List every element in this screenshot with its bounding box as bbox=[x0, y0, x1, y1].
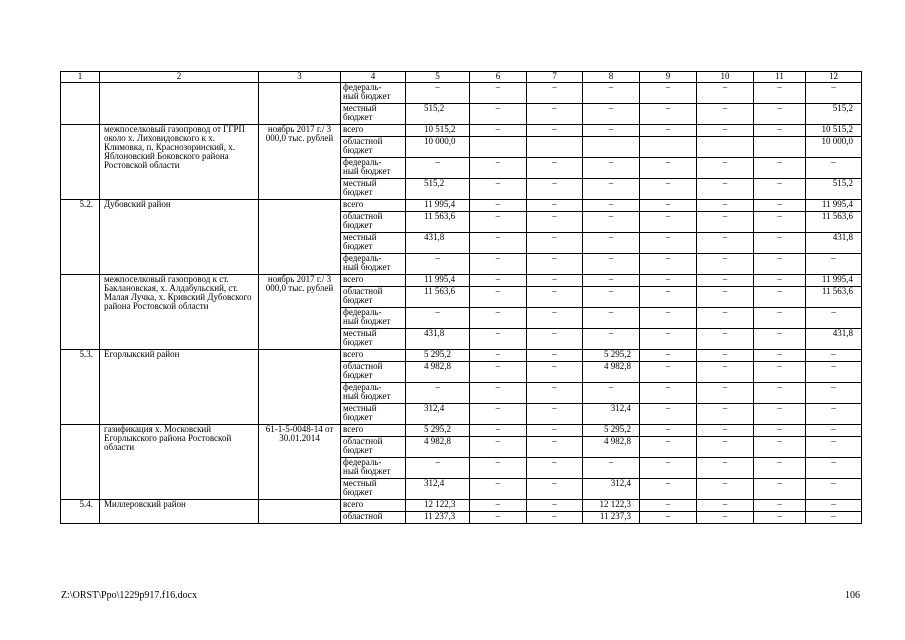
value-cell: – bbox=[697, 425, 754, 437]
value-cell: – bbox=[697, 308, 754, 329]
value-cell: 10 000,0 bbox=[806, 137, 862, 158]
value-cell: – bbox=[640, 404, 697, 425]
value-cell: – bbox=[470, 254, 527, 275]
value-cell: – bbox=[697, 329, 754, 350]
value-cell: – bbox=[583, 104, 640, 125]
value-cell: – bbox=[527, 458, 583, 479]
value-cell: – bbox=[583, 329, 640, 350]
value-cell: 431,8 bbox=[806, 329, 862, 350]
value-cell: – bbox=[697, 362, 754, 383]
value-cell: 515,2 bbox=[806, 104, 862, 125]
term-and-cost bbox=[259, 350, 341, 425]
value-cell: – bbox=[754, 104, 806, 125]
value-cell: – bbox=[806, 350, 862, 362]
value-cell: 11 563,6 bbox=[806, 212, 862, 233]
value-cell: 431,8 bbox=[406, 233, 470, 254]
header-cell: 1 bbox=[61, 72, 100, 83]
value-cell: – bbox=[583, 308, 640, 329]
header-cell: 7 bbox=[527, 72, 583, 83]
value-cell bbox=[697, 137, 754, 158]
term-and-cost bbox=[259, 200, 341, 275]
funding-source: всего bbox=[341, 125, 406, 137]
value-cell: – bbox=[806, 512, 862, 524]
funding-source: федераль- ный бюджет bbox=[341, 254, 406, 275]
value-cell: – bbox=[754, 125, 806, 137]
document-page bbox=[60, 71, 862, 524]
value-cell: – bbox=[527, 254, 583, 275]
value-cell: – bbox=[697, 233, 754, 254]
file-path: Z:\ORST\Ppo\1229p917.f16.docx bbox=[61, 590, 198, 601]
value-cell: – bbox=[527, 437, 583, 458]
header-cell: 6 bbox=[470, 72, 527, 83]
value-cell: 4 982,8 bbox=[583, 437, 640, 458]
value-cell: – bbox=[470, 437, 527, 458]
value-cell: 5 295,2 bbox=[406, 350, 470, 362]
value-cell: – bbox=[754, 362, 806, 383]
value-cell: – bbox=[583, 158, 640, 179]
table-body bbox=[61, 72, 862, 524]
table-row bbox=[61, 500, 862, 512]
value-cell: – bbox=[754, 275, 806, 287]
value-cell: – bbox=[754, 254, 806, 275]
value-cell: – bbox=[406, 83, 470, 104]
value-cell: – bbox=[754, 308, 806, 329]
value-cell: – bbox=[470, 383, 527, 404]
value-cell: 11 237,3 bbox=[583, 512, 640, 524]
value-cell: 431,8 bbox=[406, 329, 470, 350]
value-cell: 11 995,4 bbox=[406, 200, 470, 212]
header-cell: 8 bbox=[583, 72, 640, 83]
value-cell: – bbox=[527, 275, 583, 287]
value-cell: – bbox=[406, 383, 470, 404]
value-cell: – bbox=[527, 425, 583, 437]
funding-source: федераль- ный бюджет bbox=[341, 458, 406, 479]
value-cell: – bbox=[697, 275, 754, 287]
value-cell: 5 295,2 bbox=[583, 425, 640, 437]
value-cell: 11 995,4 bbox=[806, 275, 862, 287]
funding-source: местный бюджет bbox=[341, 329, 406, 350]
value-cell: – bbox=[640, 275, 697, 287]
value-cell: – bbox=[640, 233, 697, 254]
value-cell: 11 563,6 bbox=[406, 212, 470, 233]
value-cell: – bbox=[754, 404, 806, 425]
value-cell: – bbox=[583, 458, 640, 479]
value-cell: – bbox=[806, 404, 862, 425]
value-cell: – bbox=[583, 125, 640, 137]
value-cell: – bbox=[470, 362, 527, 383]
funding-source: местный бюджет bbox=[341, 179, 406, 200]
value-cell: – bbox=[527, 329, 583, 350]
funding-source: федераль- ный бюджет bbox=[341, 308, 406, 329]
value-cell: 5 295,2 bbox=[583, 350, 640, 362]
value-cell: – bbox=[806, 437, 862, 458]
value-cell: – bbox=[527, 200, 583, 212]
value-cell: 11 237,3 bbox=[406, 512, 470, 524]
value-cell: 11 995,4 bbox=[806, 200, 862, 212]
value-cell bbox=[583, 137, 640, 158]
value-cell: – bbox=[754, 350, 806, 362]
page-number: 106 bbox=[845, 590, 860, 601]
value-cell: – bbox=[470, 512, 527, 524]
value-cell: – bbox=[640, 200, 697, 212]
value-cell: – bbox=[697, 254, 754, 275]
header-cell: 4 bbox=[341, 72, 406, 83]
value-cell: – bbox=[527, 125, 583, 137]
value-cell: – bbox=[754, 179, 806, 200]
header-row bbox=[61, 72, 862, 83]
value-cell: – bbox=[754, 233, 806, 254]
object-description: межпоселковый газопровод от ГГРП около х. Лиховидовского к х. Климовка, п. Краснозоринский, х. Яблоновский Боковского района Ростовской области bbox=[100, 125, 259, 200]
item-number bbox=[61, 125, 100, 200]
value-cell: – bbox=[527, 350, 583, 362]
value-cell: – bbox=[527, 362, 583, 383]
funding-source: областной bbox=[341, 512, 406, 524]
value-cell: – bbox=[640, 125, 697, 137]
funding-source: областной бюджет bbox=[341, 137, 406, 158]
value-cell: – bbox=[470, 479, 527, 500]
funding-source: всего bbox=[341, 350, 406, 362]
value-cell: 12 122,3 bbox=[583, 500, 640, 512]
funding-source: местный бюджет bbox=[341, 479, 406, 500]
value-cell: – bbox=[754, 212, 806, 233]
value-cell: – bbox=[754, 458, 806, 479]
value-cell: – bbox=[470, 275, 527, 287]
value-cell: – bbox=[697, 104, 754, 125]
value-cell: – bbox=[583, 83, 640, 104]
value-cell: – bbox=[406, 158, 470, 179]
funding-source: местный бюджет bbox=[341, 104, 406, 125]
value-cell: 10 515,2 bbox=[406, 125, 470, 137]
value-cell: – bbox=[697, 512, 754, 524]
value-cell: – bbox=[697, 125, 754, 137]
value-cell: – bbox=[527, 212, 583, 233]
value-cell: – bbox=[640, 512, 697, 524]
table-row bbox=[61, 275, 862, 287]
value-cell: – bbox=[527, 479, 583, 500]
header-cell: 11 bbox=[754, 72, 806, 83]
value-cell: 12 122,3 bbox=[406, 500, 470, 512]
table-row bbox=[61, 425, 862, 437]
value-cell: – bbox=[470, 158, 527, 179]
table-row bbox=[61, 125, 862, 137]
value-cell: – bbox=[754, 479, 806, 500]
item-number: 5.3. bbox=[61, 350, 100, 425]
item-number bbox=[61, 425, 100, 500]
value-cell: – bbox=[640, 383, 697, 404]
value-cell: 5 295,2 bbox=[406, 425, 470, 437]
budget-table bbox=[60, 71, 862, 524]
value-cell: – bbox=[640, 212, 697, 233]
value-cell: – bbox=[754, 425, 806, 437]
value-cell: – bbox=[806, 83, 862, 104]
value-cell: – bbox=[583, 254, 640, 275]
table-row bbox=[61, 200, 862, 212]
value-cell: – bbox=[697, 350, 754, 362]
value-cell: – bbox=[806, 458, 862, 479]
value-cell: – bbox=[640, 329, 697, 350]
term-and-cost: 61-1-5-0048-14 от 30.01.2014 bbox=[259, 425, 341, 500]
value-cell: – bbox=[527, 404, 583, 425]
value-cell: – bbox=[470, 404, 527, 425]
value-cell: – bbox=[806, 362, 862, 383]
funding-source: федераль- ный бюджет bbox=[341, 383, 406, 404]
funding-source: всего bbox=[341, 275, 406, 287]
term-and-cost: ноябрь 2017 г./ 3 000,0 тыс. рублей bbox=[259, 125, 341, 200]
value-cell: – bbox=[640, 479, 697, 500]
value-cell: – bbox=[697, 500, 754, 512]
header-cell: 2 bbox=[100, 72, 259, 83]
value-cell: – bbox=[583, 287, 640, 308]
value-cell: – bbox=[697, 83, 754, 104]
value-cell: 11 995,4 bbox=[406, 275, 470, 287]
value-cell: – bbox=[470, 308, 527, 329]
object-description: Егорлыкский район bbox=[100, 350, 259, 425]
value-cell: – bbox=[527, 233, 583, 254]
value-cell: – bbox=[583, 275, 640, 287]
value-cell: 431,8 bbox=[806, 233, 862, 254]
value-cell: – bbox=[754, 83, 806, 104]
value-cell: – bbox=[527, 83, 583, 104]
value-cell: – bbox=[527, 512, 583, 524]
term-and-cost: ноябрь 2017 г./ 3 000,0 тыс. рублей bbox=[259, 275, 341, 350]
value-cell: – bbox=[697, 200, 754, 212]
value-cell: 4 982,8 bbox=[406, 362, 470, 383]
value-cell: – bbox=[697, 458, 754, 479]
value-cell bbox=[470, 137, 527, 158]
funding-source: областной бюджет bbox=[341, 287, 406, 308]
value-cell: 312,4 bbox=[583, 404, 640, 425]
value-cell: – bbox=[697, 404, 754, 425]
value-cell: – bbox=[470, 200, 527, 212]
funding-source: областной бюджет bbox=[341, 437, 406, 458]
value-cell: – bbox=[754, 200, 806, 212]
value-cell: 312,4 bbox=[406, 479, 470, 500]
value-cell: 4 982,8 bbox=[583, 362, 640, 383]
value-cell: – bbox=[697, 437, 754, 458]
value-cell: – bbox=[583, 212, 640, 233]
value-cell: – bbox=[640, 179, 697, 200]
value-cell: – bbox=[640, 158, 697, 179]
value-cell: – bbox=[583, 179, 640, 200]
item-number bbox=[61, 275, 100, 350]
value-cell: – bbox=[754, 287, 806, 308]
value-cell: – bbox=[470, 458, 527, 479]
value-cell: – bbox=[640, 350, 697, 362]
value-cell: – bbox=[527, 158, 583, 179]
value-cell: – bbox=[640, 83, 697, 104]
object-description: межпоселковый газопровод к ст. Баклановская, х. Алдабульский, ст. Малая Лучка, х. Кривский Дубовского района Ростовской области bbox=[100, 275, 259, 350]
value-cell: – bbox=[697, 287, 754, 308]
value-cell: – bbox=[640, 104, 697, 125]
value-cell: – bbox=[470, 425, 527, 437]
value-cell: – bbox=[697, 158, 754, 179]
funding-source: всего bbox=[341, 500, 406, 512]
value-cell: – bbox=[527, 287, 583, 308]
value-cell: 515,2 bbox=[806, 179, 862, 200]
term-and-cost bbox=[259, 500, 341, 524]
value-cell: 10 000,0 bbox=[406, 137, 470, 158]
value-cell: – bbox=[470, 233, 527, 254]
value-cell: – bbox=[470, 104, 527, 125]
header-cell: 12 bbox=[806, 72, 862, 83]
value-cell: 4 982,8 bbox=[406, 437, 470, 458]
funding-source: местный бюджет bbox=[341, 404, 406, 425]
value-cell: – bbox=[406, 254, 470, 275]
funding-source: всего bbox=[341, 200, 406, 212]
funding-source: федераль- ный бюджет bbox=[341, 158, 406, 179]
object-description: Дубовский район bbox=[100, 200, 259, 275]
funding-source: федераль- ный бюджет bbox=[341, 83, 406, 104]
value-cell: – bbox=[697, 383, 754, 404]
value-cell: – bbox=[470, 125, 527, 137]
value-cell bbox=[640, 137, 697, 158]
value-cell: – bbox=[754, 158, 806, 179]
object-description: газификация х. Московский Егорлыкского района Ростовской области bbox=[100, 425, 259, 500]
value-cell: – bbox=[583, 200, 640, 212]
value-cell: – bbox=[754, 512, 806, 524]
value-cell: – bbox=[527, 308, 583, 329]
value-cell: – bbox=[406, 308, 470, 329]
value-cell: – bbox=[697, 479, 754, 500]
value-cell: – bbox=[806, 479, 862, 500]
value-cell: – bbox=[697, 179, 754, 200]
value-cell: – bbox=[754, 383, 806, 404]
value-cell: – bbox=[640, 500, 697, 512]
value-cell: – bbox=[470, 83, 527, 104]
value-cell: 312,4 bbox=[406, 404, 470, 425]
value-cell: – bbox=[806, 383, 862, 404]
table-row bbox=[61, 83, 862, 104]
term-and-cost bbox=[259, 83, 341, 125]
funding-source: областной бюджет bbox=[341, 212, 406, 233]
value-cell: – bbox=[583, 233, 640, 254]
value-cell: – bbox=[640, 287, 697, 308]
value-cell: – bbox=[583, 383, 640, 404]
table-row bbox=[61, 350, 862, 362]
value-cell: – bbox=[406, 458, 470, 479]
value-cell: – bbox=[470, 287, 527, 308]
value-cell bbox=[527, 137, 583, 158]
value-cell: 515,2 bbox=[406, 104, 470, 125]
item-number: 5.2. bbox=[61, 200, 100, 275]
object-description bbox=[100, 83, 259, 125]
value-cell: – bbox=[640, 254, 697, 275]
header-cell: 3 bbox=[259, 72, 341, 83]
value-cell: – bbox=[806, 425, 862, 437]
value-cell: 11 563,6 bbox=[806, 287, 862, 308]
funding-source: областной бюджет bbox=[341, 362, 406, 383]
value-cell: – bbox=[806, 158, 862, 179]
value-cell: – bbox=[470, 350, 527, 362]
value-cell: 312,4 bbox=[583, 479, 640, 500]
header-cell: 5 bbox=[406, 72, 470, 83]
value-cell: – bbox=[470, 329, 527, 350]
value-cell: – bbox=[527, 383, 583, 404]
value-cell: – bbox=[470, 212, 527, 233]
value-cell: – bbox=[806, 308, 862, 329]
funding-source: всего bbox=[341, 425, 406, 437]
value-cell: – bbox=[640, 458, 697, 479]
value-cell: – bbox=[470, 500, 527, 512]
value-cell: – bbox=[754, 437, 806, 458]
value-cell: – bbox=[527, 500, 583, 512]
value-cell: – bbox=[806, 254, 862, 275]
value-cell: – bbox=[640, 308, 697, 329]
item-number bbox=[61, 83, 100, 125]
header-cell: 9 bbox=[640, 72, 697, 83]
value-cell bbox=[754, 137, 806, 158]
value-cell: 515,2 bbox=[406, 179, 470, 200]
value-cell: – bbox=[470, 179, 527, 200]
value-cell: – bbox=[640, 437, 697, 458]
value-cell: 10 515,2 bbox=[806, 125, 862, 137]
value-cell: – bbox=[640, 425, 697, 437]
value-cell: – bbox=[640, 362, 697, 383]
value-cell: – bbox=[754, 329, 806, 350]
value-cell: – bbox=[754, 500, 806, 512]
value-cell: – bbox=[527, 179, 583, 200]
object-description: Миллеровский район bbox=[100, 500, 259, 524]
value-cell: – bbox=[697, 212, 754, 233]
item-number: 5.4. bbox=[61, 500, 100, 524]
value-cell: – bbox=[806, 500, 862, 512]
value-cell: – bbox=[527, 104, 583, 125]
value-cell: 11 563,6 bbox=[406, 287, 470, 308]
header-cell: 10 bbox=[697, 72, 754, 83]
funding-source: местный бюджет bbox=[341, 233, 406, 254]
